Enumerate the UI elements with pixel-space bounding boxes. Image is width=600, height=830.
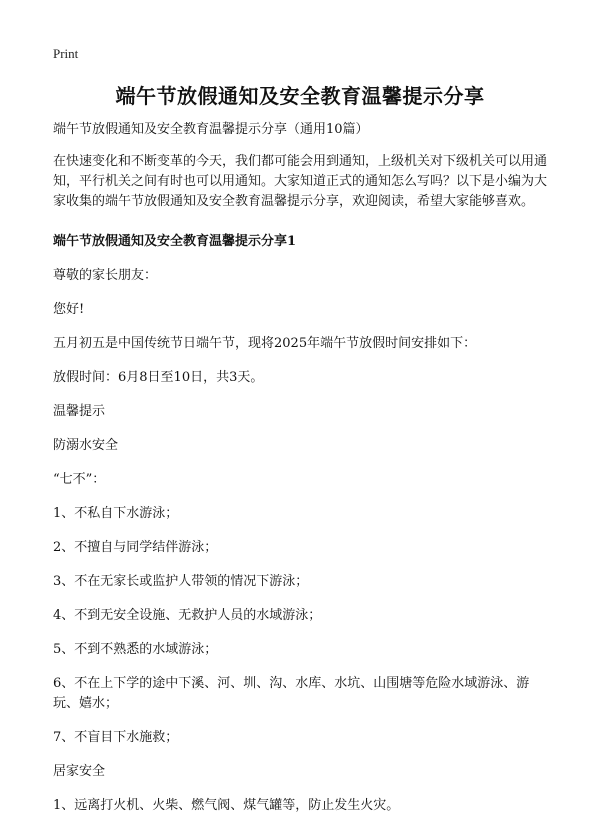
- list-item: 4、不到无安全设施、无救护人员的水域游泳；: [53, 608, 322, 623]
- list-item: 1、不私自下水游泳；: [53, 506, 179, 521]
- document-subtitle: 端午节放假通知及安全教育温馨提示分享（通用10篇）: [53, 122, 369, 137]
- paragraph: 五月初五是中国传统节日端午节，现将2025年端午节放假时间安排如下：: [53, 336, 477, 351]
- paragraph: 您好!: [53, 302, 85, 317]
- paragraph: 居家安全: [53, 764, 106, 779]
- intro-paragraph: 在快速变化和不断变革的今天，我们都可能会用到通知，上级机关对下级机关可以用通知，平行机关之间有时也可以用通知。大家知道正式的通知怎么写吗？以下是小编为大家收集的端午节放假通知及安全教育温馨提示分享，欢迎阅读，希望大家能够喜欢。: [53, 154, 548, 209]
- list-item: 7、不盲目下水施救；: [53, 730, 179, 745]
- paragraph: 温馨提示: [53, 404, 106, 419]
- section-heading: 端午节放假通知及安全教育温馨提示分享1: [53, 234, 297, 249]
- document-body: [53, 120, 553, 830]
- list-item: 6、不在上下学的途中下溪、河、圳、沟、水库、水坑、山围塘等危险水域游泳、游玩、嬉水；: [53, 676, 530, 711]
- list-item: 3、不在无家长或监护人带领的情况下游泳；: [53, 574, 309, 589]
- list-item: 1、远离打火机、火柴、燃气阀、煤气罐等，防止发生火灾。: [53, 798, 400, 813]
- paragraph: 尊敬的家长朋友：: [53, 268, 158, 283]
- print-link[interactable]: Print: [53, 46, 79, 61]
- paragraph: 放假时间：6月8日至10日，共3天。: [53, 370, 264, 385]
- paragraph: “七不”：: [53, 472, 106, 487]
- page-title: 端午节放假通知及安全教育温馨提示分享: [115, 84, 485, 108]
- list-item: 5、不到不熟悉的水域游泳；: [53, 642, 218, 657]
- list-item: 2、不擅自与同学结伴游泳；: [53, 540, 218, 555]
- paragraph: 防溺水安全: [53, 438, 119, 453]
